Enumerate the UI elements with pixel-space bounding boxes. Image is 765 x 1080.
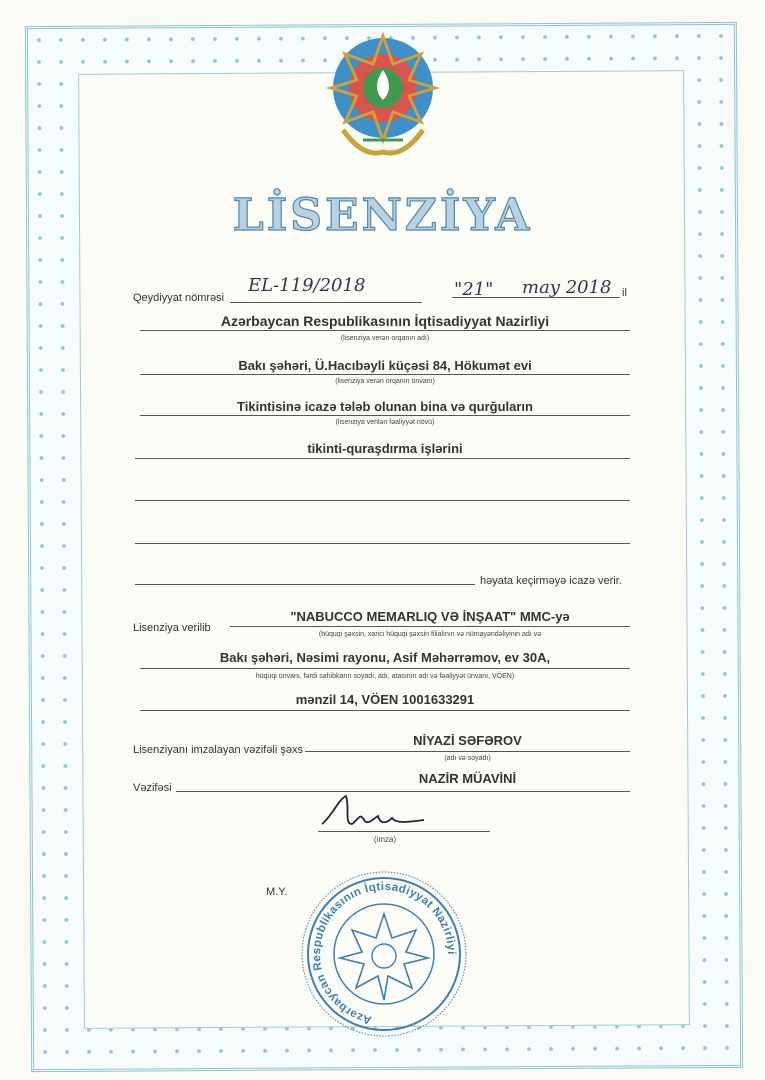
seal-text-ring	[298, 868, 470, 1040]
licensee-address-2: mənzil 14, VÖEN 1001633291	[295, 692, 475, 707]
licensee-caption-2: hüquqi ünvanı, fərdi sahibkarın soyadı, adı, atasının adı və fəaliyyət ünvanı, VÖEN)	[255, 673, 515, 680]
activity-line-2: tikinti-quraşdırma işlərini	[307, 441, 463, 456]
blank-line-3	[135, 584, 475, 585]
licensee-address-1: Bakı şəhəri, Nəsimi rayonu, Asif Məhərrəmov, ev 30A,	[219, 650, 551, 665]
registration-number: EL-119/2018	[248, 275, 366, 296]
signatory-label: Lisenziyanı imzalayan vəzifəli şəxs	[133, 744, 303, 756]
blank-line-2	[135, 543, 630, 544]
licensee-address-1-line	[140, 668, 630, 669]
activity-line-2-rule	[135, 458, 630, 459]
svg-text:Azərbaycan Respublikasının İqt	[311, 881, 457, 1026]
licensee-address-2-line	[140, 710, 630, 711]
azerbaijan-coat-of-arms-icon	[323, 30, 443, 160]
activity-caption: (lisenziya verilən fəaliyyət növü)	[335, 419, 435, 426]
position-label: Vəzifəsi	[133, 782, 172, 794]
registration-number-line	[230, 302, 422, 303]
signatory-name-line	[305, 751, 630, 752]
licensee-name-line	[230, 626, 630, 627]
seal-text: Azərbaycan Respublikasının İqtisadiyyat Nazirliyi	[310, 880, 458, 1026]
activity-line-1: Tikintisinə icazə tələb olunan bina və qurğuların	[237, 399, 533, 414]
activity-line-1-rule	[140, 415, 630, 416]
signatory-position: NAZİR MÜAVİNİ	[418, 771, 517, 786]
issuer-name-caption: (lisenziya verən orqanın adı)	[340, 335, 430, 342]
blank-line-1	[135, 500, 630, 501]
document-title: LİSENZİYA	[232, 190, 533, 241]
signature-icon	[318, 790, 428, 840]
signature-line	[318, 831, 490, 832]
licensee-caption-1: (hüquqi şəxsin, xarici hüquqi şəxsin filialının və nümayəndəliyinin adı və	[318, 631, 542, 638]
licensee-name: "NABUCCO MEMARLIQ VƏ İNŞAAT" MMC-yə	[290, 609, 570, 624]
signatory-name-caption: (adı və soyadı)	[444, 755, 491, 762]
allowed-text: həyata keçirməyə icazə verir.	[480, 575, 622, 587]
registration-month-year: may 2018	[522, 277, 612, 298]
registration-label: Qeydiyyat nömrəsi	[133, 292, 225, 304]
issuer-address: Bakı şəhəri, Ü.Hacıbəyli küçəsi 84, Hökumət evi	[238, 358, 532, 373]
registration-day: "21"	[454, 279, 494, 300]
issuer-address-line	[140, 374, 630, 375]
licensee-label: Lisenziya verilib	[133, 622, 211, 634]
issuer-address-caption: (lisenziya verən orqanın ünvanı)	[335, 378, 435, 385]
issuer-name-line	[140, 330, 630, 331]
signatory-name: NİYAZİ SƏFƏROV	[413, 733, 522, 748]
year-suffix: il	[622, 287, 627, 299]
issuer-name: Azərbaycan Respublikasının İqtisadiyyat Nazirliyi	[220, 313, 550, 329]
seal-label: M.Y.	[266, 886, 288, 898]
signature-caption: (imza)	[373, 835, 397, 844]
